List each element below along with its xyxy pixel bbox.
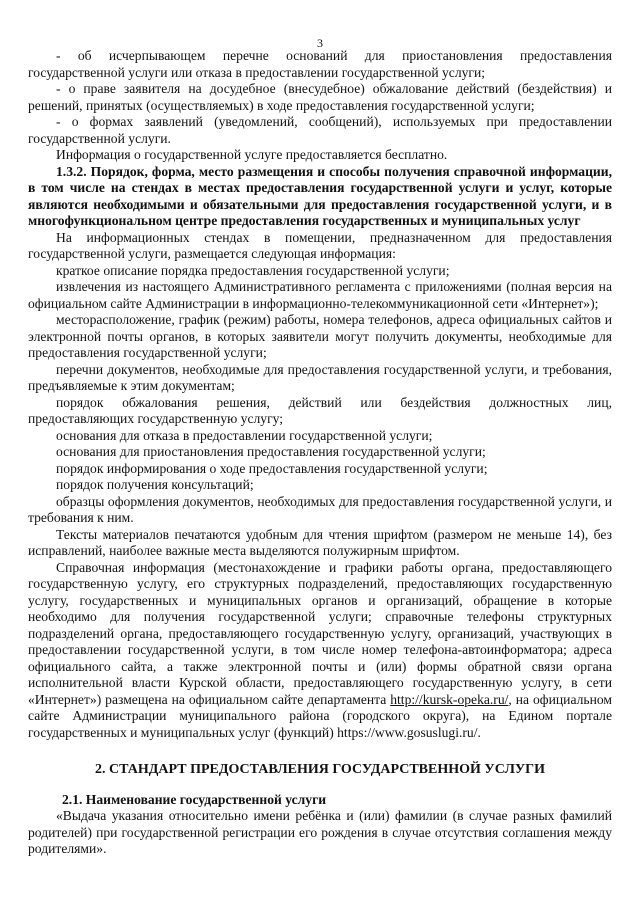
clause-1-3-2-heading: 1.3.2. Порядок, форма, место размещения и способы получения справочной информации, в том числе на стендах в местах предоставления государственной услуги и услуг, которые являются необходимыми и обязательными для предоставления государственной услуги, и в многофункциональном центре предоставления государственных и муниципальных услуг — [28, 163, 612, 228]
paragraph-font-requirements: Тексты материалов печатаются удобным для чтения шрифтом (размером не меньше 14), без исправлений, наиболее важные места выделяются полужирным шрифтом. — [28, 526, 612, 558]
paragraph-application-forms: - о формах заявлений (уведомлений, сообщений), используемых при предоставлении государственной услуги. — [28, 114, 612, 146]
list-item-progress-information: порядок информирования о ходе предоставления государственной услуги; — [56, 460, 488, 476]
list-item-refusal-grounds: основания для отказа в предоставлении государственной услуги; — [56, 427, 433, 443]
subsection-2-1-heading: 2.1. Наименование государственной услуги — [62, 792, 327, 807]
paragraph-appeal-right: - о праве заявителя на досудебное (внесудебное) обжалование действий (бездействия) и решений, принятых (осуществляемых) в ходе предоставления государственной услуги; — [28, 81, 612, 113]
list-item-document-lists: перечни документов, необходимые для предоставления государственной услуги, и требования, предъявляемые к этим документам; — [28, 361, 612, 393]
paragraph-reference-information — [28, 560, 612, 742]
list-item-regulation-extracts: извлечения из настоящего Административного регламента с приложениями (полная версия на официальном сайте Администрации в информационно-телекоммуникационной сети «Интернет»); — [28, 279, 612, 311]
paragraph-free-of-charge: Информация о государственной услуге предоставляется бесплатно. — [56, 147, 448, 162]
reference-text-before-link: Справочная информация (местонахождение и графики работы органа, предоставляющего государственную услугу, его структурных подразделений, предоставляющих государственную услугу, государственных и муниципальных органов и организаций, обращение в которые необходимо для получения государственной услуги; справочные телефоны структурных подразделений органа, предоставляющего государственную услугу, организаций, участвующих в предоставлении государственной услуги, в том числе номер телефона-автоинформатора; адреса официального сайта, а также электронной почты и (или) формы обратной связи органа исполнительной власти Курской области, предоставляющего государственную услугу, в сети «Интернет») размещена на официальном сайте департамента — [28, 559, 612, 707]
document-body — [28, 48, 612, 858]
paragraph-grounds-list: - об исчерпывающем перечне оснований для приостановления предоставления государственной услуги или отказа в предоставлении государственной услуги; — [28, 48, 612, 80]
list-item-consultations: порядок получения консультаций; — [56, 477, 254, 492]
list-item-short-description: краткое описание порядка предоставления государственной услуги; — [56, 262, 450, 278]
list-item-appeal-procedure: порядок обжалования решения, действий или бездействия должностных лиц, предоставляющих государственную услугу; — [28, 394, 612, 426]
page-number: 3 — [317, 36, 323, 50]
reference-text-after-link: , на официальном сайте Администрации муниципального района (городского округа), на Едином портале государственных и муниципальных услуг (функций) https://www.gosuslugi.ru/. — [28, 691, 612, 740]
paragraph-stands-info: На информационных стендах в помещении, предназначенном для предоставления государственной услуги, размещается следующая информация: — [28, 229, 612, 261]
list-item-location-schedule: месторасположение, график (режим) работы, номера телефонов, адреса официальных сайтов и электронной почты органов, в которых заявители могут получить документы, необходимые для предоставления государственной услуги; — [28, 312, 612, 360]
list-item-document-samples: образцы оформления документов, необходимых для предоставления государственной услуги, и требования к ним. — [28, 493, 612, 525]
department-website-link[interactable]: http://kursk-opeka.ru/ — [390, 691, 509, 707]
paragraph-service-name: «Выдача указания относительно имени ребёнка и (или) фамилии (в случае разных фамилий родителей) при государственной регистрации его рождения в случае отсутствия соглашения между родителями». — [28, 808, 612, 856]
section-2-heading: 2. СТАНДАРТ ПРЕДОСТАВЛЕНИЯ ГОСУДАРСТВЕННОЙ УСЛУГИ — [95, 762, 545, 777]
list-item-suspension-grounds: основания для приостановления предоставления государственной услуги; — [56, 444, 486, 459]
